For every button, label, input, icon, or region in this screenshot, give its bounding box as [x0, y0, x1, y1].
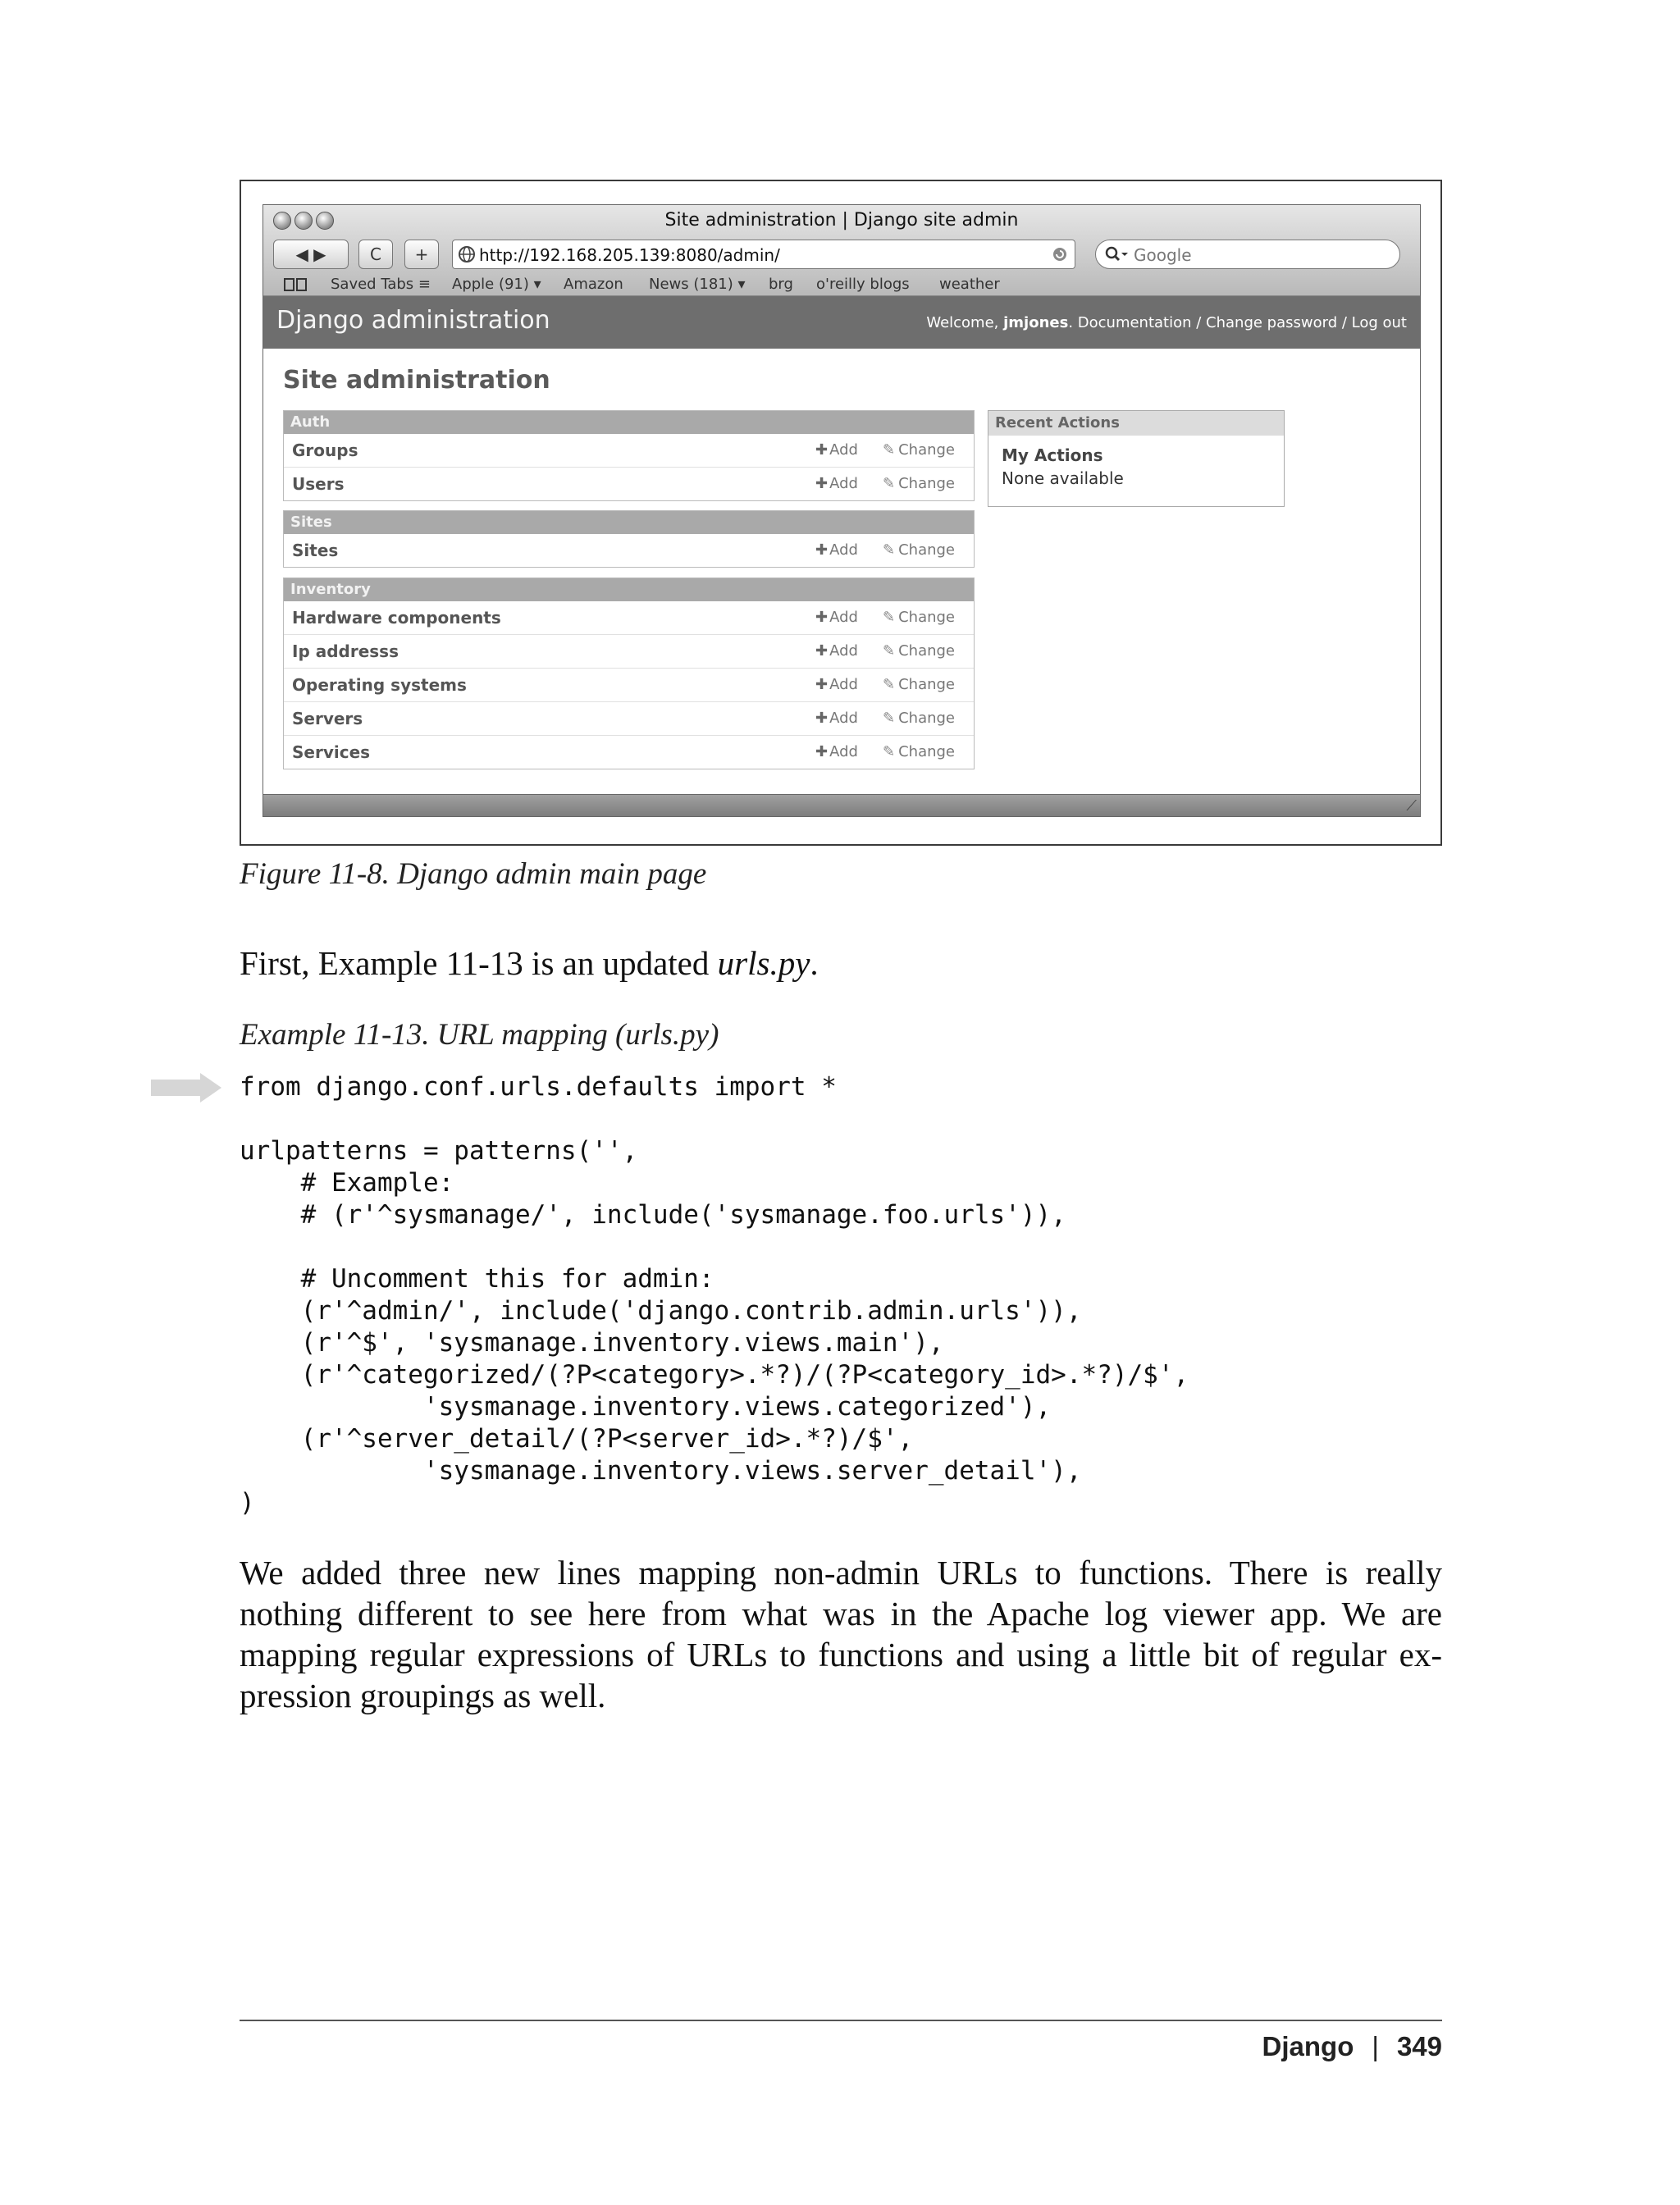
welcome-text: Welcome,: [926, 314, 999, 331]
add-link[interactable]: [815, 609, 858, 626]
section-name: Django: [1262, 2031, 1354, 2061]
change-link[interactable]: [883, 743, 955, 760]
bookmark-item[interactable]: Apple (91) ▾: [452, 276, 541, 293]
footer-separator: |: [1372, 2031, 1379, 2061]
plus-icon: ✚: [815, 475, 829, 492]
plus-icon: ✚: [815, 441, 829, 459]
bookmark-item[interactable]: News (181) ▾: [649, 276, 746, 293]
search-field[interactable]: [1095, 240, 1400, 269]
intro-text-end: .: [810, 944, 819, 982]
model-link[interactable]: Sites: [292, 541, 339, 560]
change-label: Change: [898, 710, 956, 727]
module-auth: [283, 410, 975, 501]
bookmark-item[interactable]: Amazon: [564, 276, 623, 293]
add-label: Add: [829, 676, 858, 693]
add-link[interactable]: [815, 710, 858, 727]
change-label: Change: [898, 609, 956, 626]
bookmark-item[interactable]: weather: [939, 276, 1000, 293]
add-link[interactable]: [815, 475, 858, 492]
plus-icon: ✚: [815, 676, 829, 693]
pencil-icon: ✎: [883, 676, 896, 693]
model-row: [284, 434, 974, 468]
add-link[interactable]: [815, 743, 858, 760]
module-caption[interactable]: Sites: [284, 511, 974, 534]
model-row: [284, 534, 974, 567]
change-link[interactable]: [883, 676, 955, 693]
add-label: Add: [829, 441, 858, 459]
change-label: Change: [898, 441, 956, 459]
window-title: Site administration | Django site admin: [664, 210, 1019, 231]
change-link[interactable]: [883, 710, 955, 727]
model-link[interactable]: Users: [292, 474, 345, 494]
arrow-marker-icon: [151, 1073, 223, 1106]
plus-icon: ✚: [815, 541, 829, 559]
module-inventory: [283, 578, 975, 769]
new-tab-button[interactable]: +: [404, 240, 439, 269]
module-caption[interactable]: Auth: [284, 411, 974, 434]
address-bar[interactable]: [452, 240, 1075, 269]
code-block: from django.conf.urls.defaults import * urlpatterns = patterns('', # Example: # (r'^sysmanage/', include('sysmanage.foo.urls')), # Uncomment this for admin: (r'^admin/', include('django.contrib.admin.urls')), (r'^$', 'sysmanage.inventory.views.main'), (r'^categorized/(?P<category>.*?)/(?P<category_id>.*?)/$', 'sysmanage.inventory.views.categorized'), (r'^server_detail/(?P<server_id>.*?)/$', 'sysmanage.inventory.views.server_detail'), ): [240, 1072, 1189, 1518]
page-number: 349: [1396, 2031, 1442, 2061]
add-label: Add: [829, 710, 858, 727]
add-label: Add: [829, 541, 858, 559]
browser-toolbar: [263, 205, 1420, 296]
bookmark-item[interactable]: brg: [769, 276, 793, 293]
plus-icon: ✚: [815, 609, 829, 626]
pencil-icon: ✎: [883, 609, 896, 626]
model-row: [284, 635, 974, 669]
change-label: Change: [898, 642, 956, 660]
add-label: Add: [829, 743, 858, 760]
model-row: [284, 736, 974, 769]
bookmarks-book-icon[interactable]: [283, 277, 308, 292]
body-paragraph: We added three new lines mapping non-admin URLs to functions. There is really nothing different to see here from what was in the Apache log viewer app. We are mapping regular expressions of URLs to functions and using a little bit of regular expression groupings as well.: [240, 1554, 1442, 1714]
bookmark-item[interactable]: o'reilly blogs: [816, 276, 910, 293]
add-link[interactable]: [815, 676, 858, 693]
figure-screenshot: [240, 180, 1442, 846]
intro-paragraph: [240, 943, 819, 983]
pencil-icon: ✎: [883, 475, 896, 492]
empty-actions-text: None available: [1002, 468, 1124, 488]
status-bar: [263, 794, 1420, 816]
change-label: Change: [898, 676, 956, 693]
model-row: [284, 669, 974, 702]
filename-emphasis: urls.py: [717, 944, 810, 982]
change-label: Change: [898, 541, 956, 559]
reload-button[interactable]: C: [358, 240, 393, 269]
intro-text: First, Example 11-13 is an updated: [240, 944, 718, 982]
running-footer: [1262, 2031, 1442, 2062]
module-caption[interactable]: Inventory: [284, 578, 974, 601]
model-link[interactable]: Servers: [292, 709, 363, 728]
bookmark-item[interactable]: Saved Tabs ≡: [331, 276, 431, 293]
content-title: Site administration: [283, 366, 550, 395]
add-label: Add: [829, 609, 858, 626]
my-actions-heading: My Actions: [1002, 445, 1103, 465]
plus-icon: ✚: [815, 642, 829, 660]
change-link[interactable]: [883, 609, 955, 626]
recent-actions-module: [988, 410, 1285, 507]
model-row: [284, 468, 974, 500]
bookmarks-bar: [263, 274, 1420, 295]
model-row: [284, 601, 974, 635]
model-link[interactable]: Ip addresss: [292, 641, 399, 661]
refresh-icon[interactable]: [1052, 246, 1068, 262]
search-placeholder: Google: [1134, 245, 1192, 265]
change-link[interactable]: [883, 541, 955, 559]
browser-window: [262, 204, 1421, 817]
change-link[interactable]: [883, 441, 955, 459]
user-links[interactable]: . Documentation / Change password / Log out: [1068, 314, 1407, 331]
model-link[interactable]: Services: [292, 742, 371, 762]
recent-actions-caption: Recent Actions: [988, 411, 1284, 436]
resize-grip-icon[interactable]: ⟋: [1406, 797, 1417, 815]
add-label: Add: [829, 642, 858, 660]
pencil-icon: ✎: [883, 642, 896, 660]
plus-icon: ✚: [815, 743, 829, 760]
change-label: Change: [898, 743, 956, 760]
footer-rule: [240, 2020, 1442, 2021]
username: jmjones: [1003, 314, 1069, 331]
figure-caption: Figure 11-8. Django admin main page: [240, 857, 707, 891]
add-link[interactable]: [815, 642, 858, 660]
url-text: http://192.168.205.139:8080/admin/: [479, 245, 780, 265]
add-link[interactable]: [815, 441, 858, 459]
add-link[interactable]: [815, 541, 858, 559]
example-caption: Example 11-13. URL mapping (urls.py): [240, 1018, 719, 1052]
change-label: Change: [898, 475, 956, 492]
pencil-icon: ✎: [883, 441, 896, 459]
site-brand[interactable]: Django administration: [276, 306, 550, 335]
pencil-icon: ✎: [883, 541, 896, 559]
back-forward-button[interactable]: ◀ ▶: [273, 240, 349, 269]
model-link[interactable]: Groups: [292, 441, 358, 460]
globe-icon: [458, 245, 476, 263]
model-link[interactable]: Hardware components: [292, 608, 501, 628]
user-tools: [926, 314, 1407, 331]
django-header: [263, 296, 1420, 349]
module-sites: [283, 510, 975, 568]
plus-icon: ✚: [815, 710, 829, 727]
pencil-icon: ✎: [883, 710, 896, 727]
search-icon: [1104, 245, 1129, 263]
change-link[interactable]: [883, 475, 955, 492]
model-link[interactable]: Operating systems: [292, 675, 467, 695]
model-row: [284, 702, 974, 736]
change-link[interactable]: [883, 642, 955, 660]
add-label: Add: [829, 475, 858, 492]
pencil-icon: ✎: [883, 743, 896, 760]
